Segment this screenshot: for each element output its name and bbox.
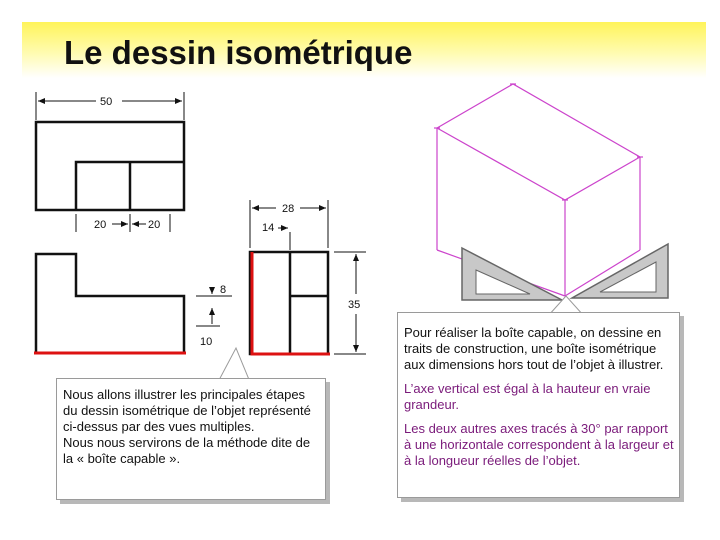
dim-label-10: 10 — [200, 336, 213, 348]
front-view — [36, 254, 184, 352]
callout-intro-text-2: Nous nous servirons de la méthode dite de la « boîte capable ». — [63, 435, 311, 466]
callout-intro-text-1: Nous allons illustrer les principales étapes du dessin isométrique de l’objet représenté ci-dessus par des vues multiples. — [63, 387, 311, 434]
dimension-lines — [36, 92, 366, 354]
dim-label-8: 8 — [220, 284, 227, 296]
callout-method-text-1: Pour réaliser la boîte capable, on dessine en traits de construction, une boîte isométrique aux dimensions hors tout de l’objet à illustrer. — [404, 325, 664, 372]
dim-label-20-right: 20 — [148, 219, 161, 231]
callout-method-text-2: L’axe vertical est égal à la hauteur en vraie grandeur. — [404, 381, 651, 412]
callout-intro — [56, 378, 326, 500]
callout-method-text-3: Les deux autres axes tracés à 30° par rapport à une horizontale correspondent à la largeur et à la longueur réelles de l’objet. — [404, 421, 674, 468]
dim-label-35: 35 — [348, 299, 361, 311]
callout-left-pointer — [218, 348, 250, 382]
dim-label-28: 28 — [282, 203, 295, 215]
side-view — [250, 252, 328, 354]
set-square-left-icon — [462, 248, 562, 300]
dim-label-14: 14 — [262, 222, 275, 234]
dim-label-50: 50 — [100, 96, 113, 108]
callout-method — [397, 312, 680, 498]
top-view — [36, 122, 184, 210]
set-square-right-icon — [572, 244, 668, 298]
page-title: Le dessin isométrique — [64, 34, 413, 71]
dim-label-20-left: 20 — [94, 219, 107, 231]
isometric-box-markers — [434, 84, 643, 200]
